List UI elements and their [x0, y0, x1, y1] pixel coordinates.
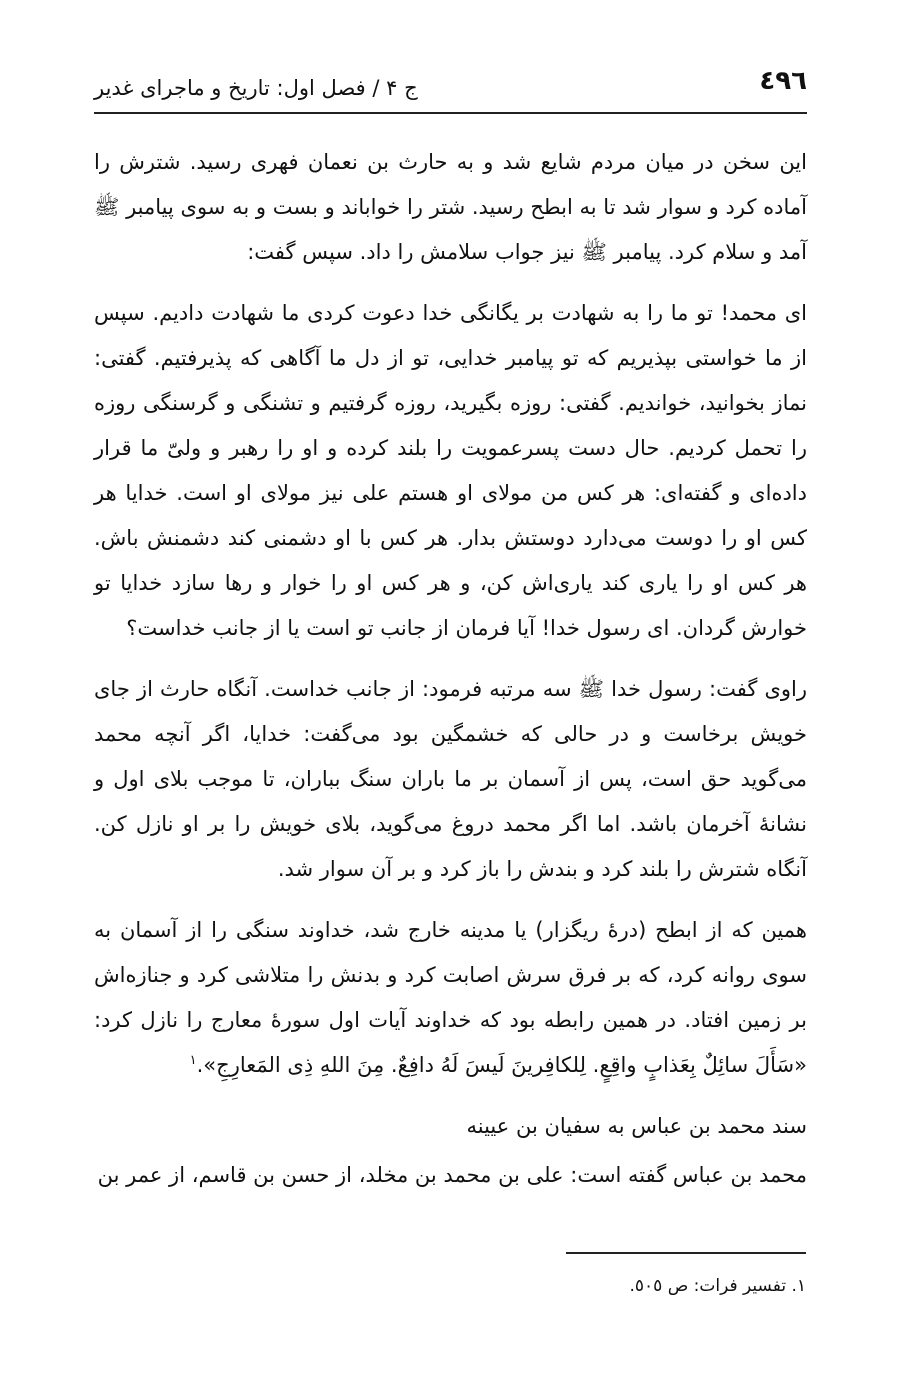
main-text [94, 140, 807, 1214]
paragraph-1: این سخن در میان مردم شایع شد و به حارث بن نعمان فهری رسید. شترش را آماده کرد و سوار شد تا به ابطح رسید. شتر را خواباند و بست و به سوی پیامبر ﷺ آمد و سلام کرد. پیامبر ﷺ نیز جواب سلامش را داد. سپس گفت: [94, 150, 807, 264]
page-number: ٤٩٦ [759, 66, 807, 96]
paragraph-5: محمد بن عباس گفته است: علی بن محمد بن مخلد، از حسن بن قاسم، از عمر بن [97, 1163, 807, 1187]
section-subheading: سند محمد بن عباس به سفیان بن عیینه [466, 1114, 807, 1138]
footnote: ١. تفسیر فرات: ص ٥٠٥. [629, 1276, 806, 1296]
paragraph-2: ای محمد! تو ما را به شهادت بر یگانگی خدا دعوت کردی ما شهادت دادیم. سپس از ما خواستی بپذیریم که تو پیامبر خدایی، تو از دل ما آگاهی که پذیرفتیم. گفتی: نماز بخوانید، خواندیم. گفتی: روزه بگیرید، روزه گرفتیم و تشنگی و گرسنگی روزه را تحمل کردیم. حال دست پسرعمویت را بلند کرده و او را رهبر و ولیّ ما قرار داده‌ای و گفته‌ای: هر کس من مولای او هستم علی نیز مولای او است. خدایا هر کس او را دوست می‌دارد دوستش بدار. هر کس با او دشمنی کند دشمنش باش. هر کس او را یاری کند یاری‌اش کن، و هر کس او را خوار و رها سازد خدایا تو خوارش گردان. ای رسول خدا! آیا فرمان از جانب تو است یا از جانب خداست؟ [94, 301, 807, 640]
footnote-reference: ١ [189, 1053, 197, 1068]
paragraph-3: راوی گفت: رسول خدا ﷺ سه مرتبه فرمود: از جانب خداست. آنگاه حارث از جای خویش برخاست و در حالی که خشمگین بود می‌گفت: خدایا، اگر آنچه محمد می‌گوید حق است، پس از آسمان بر ما باران سنگ بباران، تا موجب بلای اول و نشانهٔ آخرمان باشد. اما اگر محمد دروغ می‌گوید، بلای خویش را بر او نازل کن. آنگاه شترش را بلند کرد و بندش را باز کرد و بر آن سوار شد. [94, 677, 807, 881]
footnote-rule [566, 1252, 806, 1254]
running-title: ج ۴ / فصل اول: تاریخ و ماجرای غدیر [94, 76, 418, 100]
page-header [94, 62, 807, 114]
paragraph-4 [94, 908, 807, 1088]
header-rule [94, 112, 807, 114]
paragraph-4-text: همین که از ابطح (درهٔ ریگزار) یا مدینه خارج شد، خداوند سنگی را از آسمان به سوی روانه کرد، که بر فرق سرش اصابت کرد و بدنش را متلاشی کرد و جنازه‌اش بر زمین افتاد. در همین رابطه بود که خداوند آیات اول سورهٔ معارج را نازل کرد: «سَأَلَ سائِلٌ بِعَذابٍ واقِعٍ. لِلکافِرینَ لَیسَ لَهُ دافِعٌ. مِنَ اللهِ ذِی المَعارِجِ». [94, 918, 807, 1077]
